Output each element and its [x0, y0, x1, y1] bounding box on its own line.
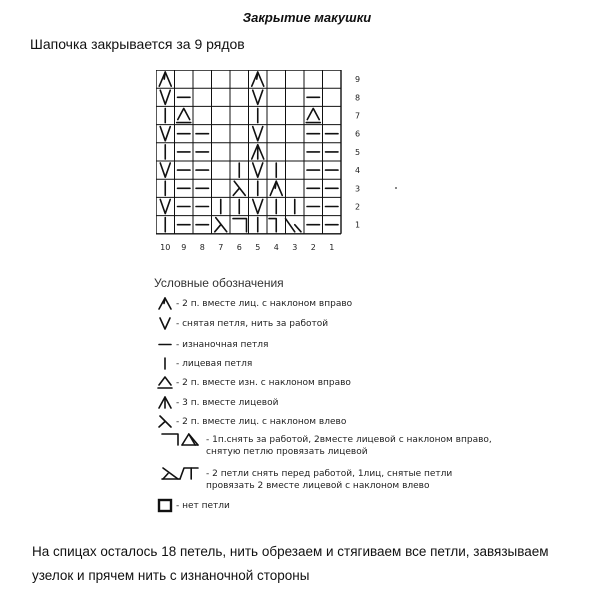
stitch-sl — [160, 127, 170, 141]
col-number: 9 — [181, 242, 187, 252]
legend-symbol-cableA — [154, 432, 206, 447]
row-number: 1 — [355, 220, 361, 230]
stitch-k2l — [233, 181, 245, 195]
col-number: 2 — [310, 242, 316, 252]
legend-item — [154, 375, 351, 390]
legend-item — [154, 498, 230, 513]
col-number: 5 — [255, 242, 261, 252]
row-number: 4 — [355, 166, 361, 176]
stitch-k2l — [215, 218, 227, 232]
legend-text: - 2 п. вместе лиц. с наклоном влево — [176, 417, 347, 427]
legend-symbol-cableB — [154, 466, 206, 481]
stitch-sl — [253, 90, 263, 104]
legend-text: - 1п.снять за работой, 2вместе лицевой с наклоном вправо, снятую петлю провязать лицевой — [206, 435, 492, 457]
legend-symbol-k2l — [154, 414, 176, 429]
legend-item — [154, 296, 352, 311]
row-number: 8 — [355, 93, 361, 103]
legend-text: - изнаночная петля — [176, 340, 269, 350]
legend-symbol-p2r — [154, 375, 176, 390]
col-number: 10 — [160, 242, 171, 252]
stitch-k3 — [252, 145, 264, 159]
legend-title: Условные обозначения — [154, 276, 284, 290]
col-number: 7 — [218, 242, 224, 252]
stitch-sl — [160, 90, 170, 104]
col-number: 4 — [273, 242, 279, 252]
stitch-sl — [160, 199, 170, 213]
legend-item — [154, 414, 346, 429]
stitch-p2r — [306, 108, 320, 122]
legend-text: - лицевая петля — [176, 359, 253, 369]
row-number: 3 — [355, 184, 361, 194]
stitch-sl — [253, 127, 263, 141]
stitch-k2r — [159, 72, 171, 86]
stitch-k2r — [270, 181, 282, 195]
footer-text: На спицах осталось 18 петель, нить обрезаем и стягиваем все петли, завязываем узелок и прячем нить с изнаночной стороны — [32, 544, 549, 583]
legend-symbol-p — [154, 337, 176, 352]
legend-text: - 2 петли снять перед работой, 1лиц, снятые петли провязать 2 вместе лицевой с наклоном влево — [206, 469, 453, 491]
row-number: 6 — [355, 129, 361, 139]
row-number: 7 — [355, 111, 361, 121]
stitch-c1b — [269, 219, 276, 232]
legend-text: - 2 п. вместе изн. с наклоном вправо — [176, 378, 351, 388]
stitch-k2r — [252, 72, 264, 86]
stitch-p2r — [177, 108, 191, 122]
legend-text: - 3 п. вместе лицевой — [176, 398, 279, 408]
legend-text: - снятая петля, нить за работой — [176, 319, 329, 329]
stitch-sl — [160, 163, 170, 177]
legend-symbol-k3 — [154, 395, 176, 410]
col-number: 8 — [199, 242, 205, 252]
stray-dot — [395, 187, 397, 189]
row-number: 2 — [355, 202, 361, 212]
legend-item — [154, 356, 252, 371]
knitting-chart — [156, 70, 496, 260]
legend-symbol-none — [154, 498, 176, 513]
stitch-sl — [253, 199, 263, 213]
legend-symbol-k — [154, 356, 176, 371]
page-title: Закрытие макушки — [242, 10, 372, 25]
legend-item — [154, 316, 328, 331]
subtitle: Шапочка закрывается за 9 рядов — [30, 36, 245, 52]
stitch-sl — [253, 163, 263, 177]
legend-item — [154, 337, 268, 352]
legend-item — [154, 466, 496, 492]
row-number: 9 — [355, 75, 361, 85]
col-number: 3 — [292, 242, 298, 252]
stitch-c1c — [286, 219, 302, 232]
row-number: 5 — [355, 147, 361, 157]
legend-text: - нет петли — [176, 501, 230, 511]
stitch-c1a — [233, 219, 247, 232]
col-number: 1 — [329, 242, 335, 252]
legend-item — [154, 395, 278, 410]
col-number: 6 — [236, 242, 242, 252]
legend-symbol-sl — [154, 316, 176, 331]
legend-text: - 2 п. вместе лиц. с наклоном вправо — [176, 299, 353, 309]
legend-item — [154, 432, 496, 458]
legend-symbol-k2r — [154, 296, 176, 311]
